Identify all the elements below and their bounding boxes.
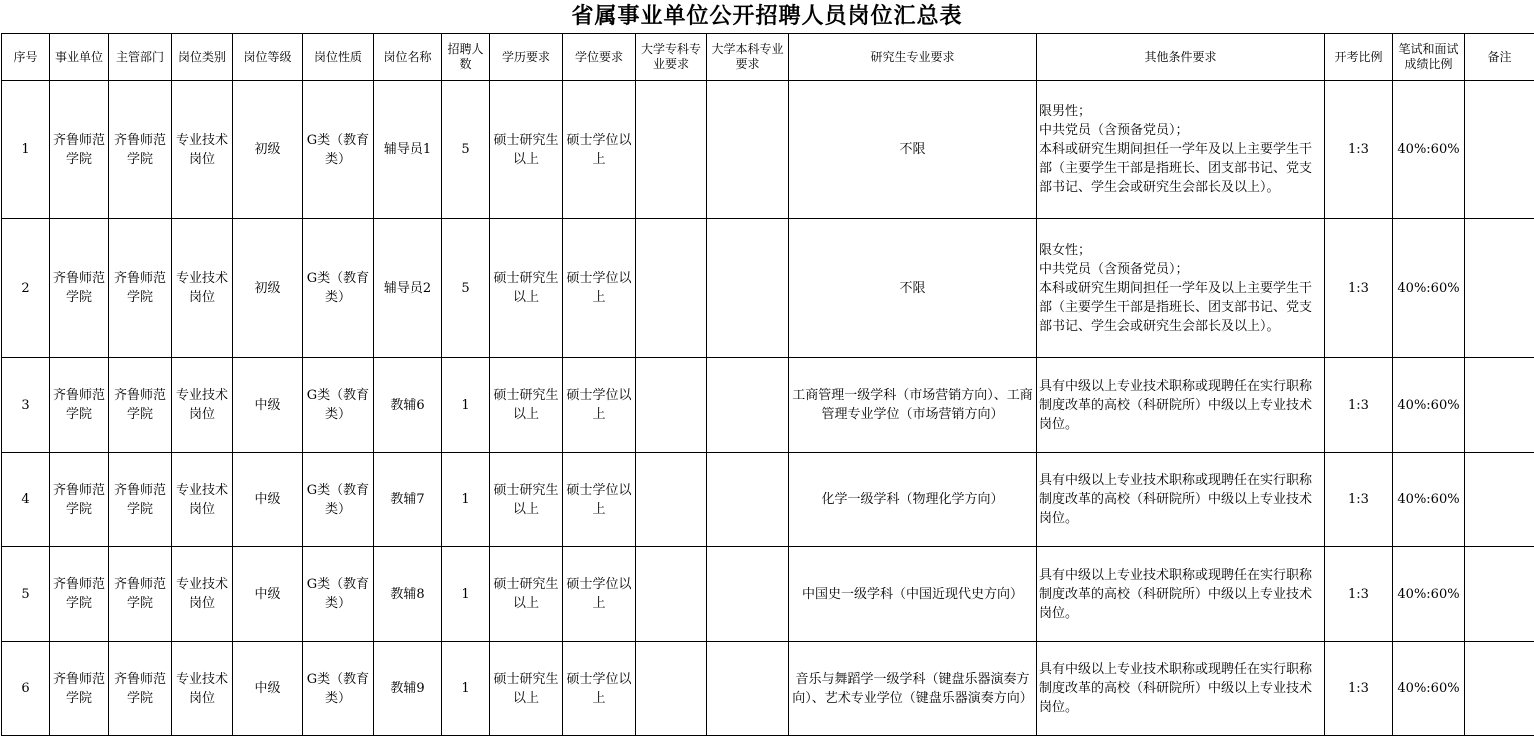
cell-bachelor-major [707, 642, 789, 736]
cell-score-ratio: 40%:60% [1393, 358, 1465, 453]
cell-count: 1 [442, 358, 490, 453]
cell-no: 3 [2, 358, 50, 453]
cell-nature: G类（教育类） [303, 453, 374, 547]
cell-name: 辅导员1 [374, 81, 442, 219]
cell-college-major [636, 358, 707, 453]
column-header: 开考比例 [1325, 34, 1393, 81]
column-header: 大学专科专业要求 [636, 34, 707, 81]
cell-dept: 齐鲁师范学院 [109, 358, 172, 453]
cell-category: 专业技术岗位 [172, 358, 233, 453]
cell-grad-major: 化学一级学科（物理化学方向） [789, 453, 1037, 547]
cell-college-major [636, 642, 707, 736]
column-header: 招聘人数 [442, 34, 490, 81]
column-header: 备注 [1465, 34, 1534, 81]
cell-degree: 硕士学位以上 [563, 453, 636, 547]
cell-degree: 硕士学位以上 [563, 81, 636, 219]
cell-level: 初级 [233, 81, 303, 219]
cell-name: 教辅6 [374, 358, 442, 453]
cell-college-major [636, 453, 707, 547]
cell-ratio: 1:3 [1325, 642, 1393, 736]
table-row [2, 547, 1534, 642]
cell-score-ratio: 40%:60% [1393, 642, 1465, 736]
cell-bachelor-major [707, 358, 789, 453]
cell-ratio: 1:3 [1325, 219, 1393, 358]
cell-education: 硕士研究生以上 [490, 358, 563, 453]
cell-category: 专业技术岗位 [172, 81, 233, 219]
cell-education: 硕士研究生以上 [490, 219, 563, 358]
table-title: 省属事业单位公开招聘人员岗位汇总表 [571, 3, 963, 29]
cell-name: 辅导员2 [374, 219, 442, 358]
cell-count: 5 [442, 81, 490, 219]
cell-other: 具有中级以上专业技术职称或现聘任在实行职称制度改革的高校（科研院所）中级以上专业技术岗位。 [1037, 547, 1325, 642]
cell-count: 5 [442, 219, 490, 358]
cell-ratio: 1:3 [1325, 358, 1393, 453]
cell-level: 中级 [233, 358, 303, 453]
cell-remark [1465, 81, 1534, 219]
cell-category: 专业技术岗位 [172, 219, 233, 358]
cell-ratio: 1:3 [1325, 547, 1393, 642]
column-header: 大学本科专业要求 [707, 34, 789, 81]
column-header: 岗位类别 [172, 34, 233, 81]
column-header: 学历要求 [490, 34, 563, 81]
cell-unit: 齐鲁师范学院 [50, 81, 109, 219]
cell-bachelor-major [707, 453, 789, 547]
cell-unit: 齐鲁师范学院 [50, 219, 109, 358]
cell-level: 中级 [233, 453, 303, 547]
table-row [2, 81, 1534, 219]
column-header: 事业单位 [50, 34, 109, 81]
cell-remark [1465, 358, 1534, 453]
cell-category: 专业技术岗位 [172, 642, 233, 736]
cell-bachelor-major [707, 81, 789, 219]
column-header: 岗位名称 [374, 34, 442, 81]
cell-other: 限男性； 中共党员（含预备党员）； 本科或研究生期间担任一学年及以上主要学生干部（主要学生干部是指班长、团支部书记、党支部书记、学生会或研究生会部长及以上）。 [1037, 81, 1325, 219]
cell-level: 中级 [233, 642, 303, 736]
cell-grad-major: 中国史一级学科（中国近现代史方向） [789, 547, 1037, 642]
cell-remark [1465, 219, 1534, 358]
table-row [2, 358, 1534, 453]
cell-nature: G类（教育类） [303, 358, 374, 453]
cell-dept: 齐鲁师范学院 [109, 547, 172, 642]
table-row [2, 219, 1534, 358]
cell-degree: 硕士学位以上 [563, 219, 636, 358]
column-header: 学位要求 [563, 34, 636, 81]
cell-other: 具有中级以上专业技术职称或现聘任在实行职称制度改革的高校（科研院所）中级以上专业技术岗位。 [1037, 358, 1325, 453]
cell-ratio: 1:3 [1325, 81, 1393, 219]
positions-table [1, 33, 1534, 736]
table-row [2, 642, 1534, 736]
cell-college-major [636, 219, 707, 358]
cell-education: 硕士研究生以上 [490, 547, 563, 642]
cell-remark [1465, 453, 1534, 547]
cell-bachelor-major [707, 219, 789, 358]
cell-unit: 齐鲁师范学院 [50, 642, 109, 736]
cell-remark [1465, 642, 1534, 736]
cell-college-major [636, 81, 707, 219]
cell-category: 专业技术岗位 [172, 547, 233, 642]
cell-grad-major: 音乐与舞蹈学一级学科（键盘乐器演奏方向）、艺术专业学位（键盘乐器演奏方向） [789, 642, 1037, 736]
cell-dept: 齐鲁师范学院 [109, 642, 172, 736]
cell-no: 1 [2, 81, 50, 219]
cell-score-ratio: 40%:60% [1393, 81, 1465, 219]
cell-unit: 齐鲁师范学院 [50, 358, 109, 453]
cell-grad-major: 不限 [789, 219, 1037, 358]
cell-dept: 齐鲁师范学院 [109, 81, 172, 219]
cell-other: 限女性； 中共党员（含预备党员）； 本科或研究生期间担任一学年及以上主要学生干部（主要学生干部是指班长、团支部书记、党支部书记、学生会或研究生会部长及以上）。 [1037, 219, 1325, 358]
cell-remark [1465, 547, 1534, 642]
column-header: 笔试和面试成绩比例 [1393, 34, 1465, 81]
cell-degree: 硕士学位以上 [563, 547, 636, 642]
cell-dept: 齐鲁师范学院 [109, 219, 172, 358]
cell-score-ratio: 40%:60% [1393, 547, 1465, 642]
cell-level: 中级 [233, 547, 303, 642]
column-header: 研究生专业要求 [789, 34, 1037, 81]
cell-ratio: 1:3 [1325, 453, 1393, 547]
header-row [2, 34, 1534, 81]
cell-count: 1 [442, 547, 490, 642]
column-header: 其他条件要求 [1037, 34, 1325, 81]
cell-grad-major: 工商管理一级学科（市场营销方向）、工商管理专业学位（市场营销方向） [789, 358, 1037, 453]
cell-degree: 硕士学位以上 [563, 358, 636, 453]
cell-grad-major: 不限 [789, 81, 1037, 219]
column-header: 主管部门 [109, 34, 172, 81]
table-row [2, 453, 1534, 547]
cell-degree: 硕士学位以上 [563, 642, 636, 736]
cell-other: 具有中级以上专业技术职称或现聘任在实行职称制度改革的高校（科研院所）中级以上专业技术岗位。 [1037, 642, 1325, 736]
cell-college-major [636, 547, 707, 642]
cell-nature: G类（教育类） [303, 642, 374, 736]
cell-no: 4 [2, 453, 50, 547]
cell-no: 5 [2, 547, 50, 642]
cell-name: 教辅9 [374, 642, 442, 736]
cell-unit: 齐鲁师范学院 [50, 547, 109, 642]
cell-level: 初级 [233, 219, 303, 358]
cell-name: 教辅8 [374, 547, 442, 642]
cell-unit: 齐鲁师范学院 [50, 453, 109, 547]
cell-name: 教辅7 [374, 453, 442, 547]
cell-no: 6 [2, 642, 50, 736]
cell-nature: G类（教育类） [303, 219, 374, 358]
column-header: 岗位性质 [303, 34, 374, 81]
cell-education: 硕士研究生以上 [490, 642, 563, 736]
cell-count: 1 [442, 642, 490, 736]
cell-nature: G类（教育类） [303, 81, 374, 219]
column-header: 序号 [2, 34, 50, 81]
cell-other: 具有中级以上专业技术职称或现聘任在实行职称制度改革的高校（科研院所）中级以上专业技术岗位。 [1037, 453, 1325, 547]
cell-score-ratio: 40%:60% [1393, 219, 1465, 358]
cell-education: 硕士研究生以上 [490, 81, 563, 219]
cell-no: 2 [2, 219, 50, 358]
cell-bachelor-major [707, 547, 789, 642]
cell-education: 硕士研究生以上 [490, 453, 563, 547]
cell-count: 1 [442, 453, 490, 547]
column-header: 岗位等级 [233, 34, 303, 81]
cell-category: 专业技术岗位 [172, 453, 233, 547]
cell-score-ratio: 40%:60% [1393, 453, 1465, 547]
cell-dept: 齐鲁师范学院 [109, 453, 172, 547]
cell-nature: G类（教育类） [303, 547, 374, 642]
